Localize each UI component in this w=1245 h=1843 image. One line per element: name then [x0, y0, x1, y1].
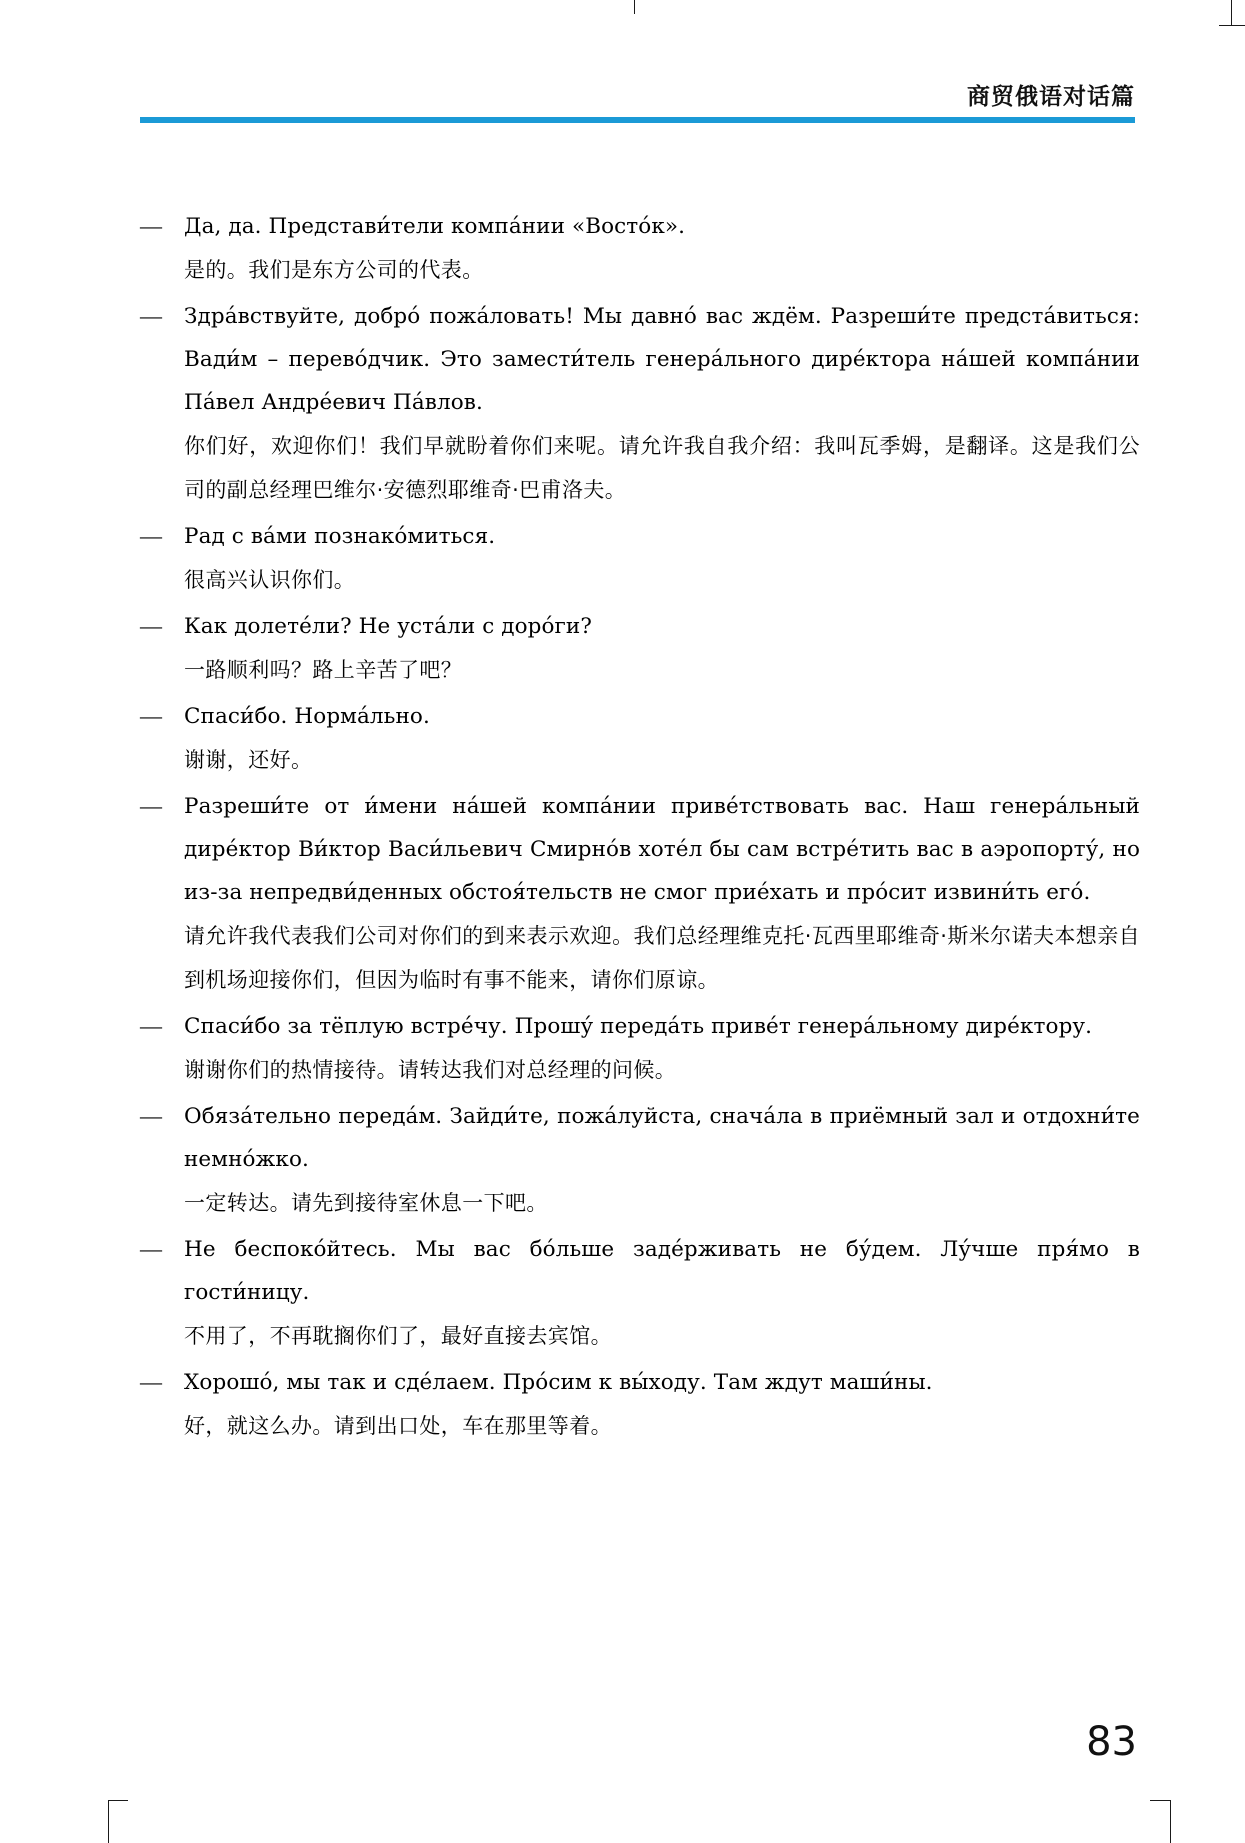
dialogue-entry: [140, 1228, 1140, 1358]
dialogue-chinese-text: 你们好，欢迎你们！我们早就盼着你们来呢。请允许我自我介绍：我叫瓦季姆，是翻译。这是我们公司的副总经理巴维尔·安德烈耶维奇·巴甫洛夫。: [184, 434, 1140, 502]
dialogue-russian-line: [140, 1095, 1140, 1181]
dialogue-dash: —: [140, 523, 162, 548]
dialogue-dash: —: [140, 793, 162, 818]
crop-mark-bottom-right-horizontal: [1150, 1800, 1171, 1801]
dialogue-chinese-text: 不用了，不再耽搁你们了，最好直接去宾馆。: [184, 1324, 612, 1348]
dialogue-russian-line: [140, 1228, 1140, 1314]
dialogue-russian-line: [140, 605, 1140, 648]
crop-mark-top-right-horizontal: [1219, 25, 1245, 26]
header-title: 商贸俄语对话篇: [967, 84, 1135, 110]
dialogue-russian-line: [140, 695, 1140, 738]
dialogue-dash: —: [140, 303, 162, 328]
header-rule: [140, 117, 1135, 123]
dialogue-entry: [140, 1361, 1140, 1448]
dialogue-russian-line: [140, 205, 1140, 248]
dialogue-dash: —: [140, 1369, 162, 1394]
dialogue-chinese-text: 谢谢，还好。: [184, 748, 313, 772]
dialogue-russian-text: Здра́вствуйте, добро́ пожа́ловать! Мы давно́ вас ждём. Разреши́те предста́виться: Вади́м – перево́дчик. Это замести́тель генера́льного дире́ктора на́шей компа́нии Па́вел Андре́евич Па́влов.: [184, 304, 1140, 415]
crop-mark-bottom-right-vertical: [1170, 1800, 1171, 1843]
dialogue-dash: —: [140, 1103, 162, 1128]
dialogue-dash: —: [140, 213, 162, 238]
dialogue-russian-text: Спаси́бо. Норма́льно.: [184, 704, 430, 729]
dialogue-entry: [140, 515, 1140, 602]
dialogue-entry: [140, 785, 1140, 1002]
dialogue-chinese-text: 好，就这么办。请到出口处，车在那里等着。: [184, 1414, 612, 1438]
dialogue-dash: —: [140, 1236, 162, 1261]
crop-mark-top-right-vertical: [1231, 0, 1232, 26]
dialogue-russian-text: Хорошо́, мы так и сде́лаем. Про́сим к вы́ходу. Там ждут маши́ны.: [184, 1370, 933, 1395]
dialogue-russian-line: [140, 295, 1140, 424]
dialogue-list: [140, 205, 1140, 1451]
dialogue-dash: —: [140, 1013, 162, 1038]
dialogue-russian-text: Обяза́тельно переда́м. Зайди́те, пожа́луйста, снача́ла в приёмный зал и отдохни́те немно́жко.: [184, 1104, 1140, 1172]
dialogue-russian-text: Да, да. Представи́тели компа́нии «Восто́к».: [184, 214, 686, 239]
dialogue-russian-text: Рад с ва́ми познако́миться.: [184, 524, 496, 549]
dialogue-russian-text: Спаси́бо за тёплую встре́чу. Прошу́ переда́ть приве́т генера́льному дире́ктору.: [184, 1014, 1093, 1039]
page-header: [140, 78, 1240, 111]
dialogue-dash: —: [140, 703, 162, 728]
dialogue-entry: [140, 205, 1140, 292]
dialogue-chinese-text: 一定转达。请先到接待室休息一下吧。: [184, 1191, 548, 1215]
dialogue-chinese-text: 很高兴认识你们。: [184, 568, 356, 592]
dialogue-entry: [140, 1095, 1140, 1225]
dialogue-chinese-text: 是的。我们是东方公司的代表。: [184, 258, 484, 282]
dialogue-chinese-text: 请允许我代表我们公司对你们的到来表示欢迎。我们总经理维克托·瓦西里耶维奇·斯米尔诺夫本想亲自到机场迎接你们，但因为临时有事不能来，请你们原谅。: [184, 924, 1140, 992]
crop-mark-bottom-left-horizontal: [108, 1800, 128, 1801]
dialogue-russian-line: [140, 1005, 1140, 1048]
dialogue-entry: [140, 295, 1140, 512]
dialogue-chinese-text: 谢谢你们的热情接待。请转达我们对总经理的问候。: [184, 1058, 677, 1082]
dialogue-dash: —: [140, 613, 162, 638]
page-number: 83: [1086, 1719, 1137, 1765]
dialogue-russian-line: [140, 1361, 1140, 1404]
dialogue-entry: [140, 695, 1140, 782]
crop-mark-top-left: [634, 0, 635, 14]
dialogue-entry: [140, 605, 1140, 692]
dialogue-russian-line: [140, 785, 1140, 914]
dialogue-entry: [140, 1005, 1140, 1092]
dialogue-russian-text: Разреши́те от и́мени на́шей компа́нии приве́тствовать вас. Наш генера́льный дире́ктор Ви́ктор Васи́льевич Смирно́в хоте́л бы сам встре́тить вас в аэропорту́, но из-за непредви́денных обстоя́тельств не смог прие́хать и про́сит извини́ть его́.: [184, 794, 1140, 905]
crop-mark-bottom-left-vertical: [108, 1800, 109, 1843]
dialogue-russian-line: [140, 515, 1140, 558]
dialogue-chinese-text: 一路顺利吗？路上辛苦了吧？: [184, 658, 463, 682]
dialogue-russian-text: Не беспоко́йтесь. Мы вас бо́льше заде́рживать не бу́дем. Лу́чше пря́мо в гости́ницу.: [184, 1237, 1140, 1305]
dialogue-russian-text: Как долете́ли? Не уста́ли с доро́ги?: [184, 614, 592, 639]
